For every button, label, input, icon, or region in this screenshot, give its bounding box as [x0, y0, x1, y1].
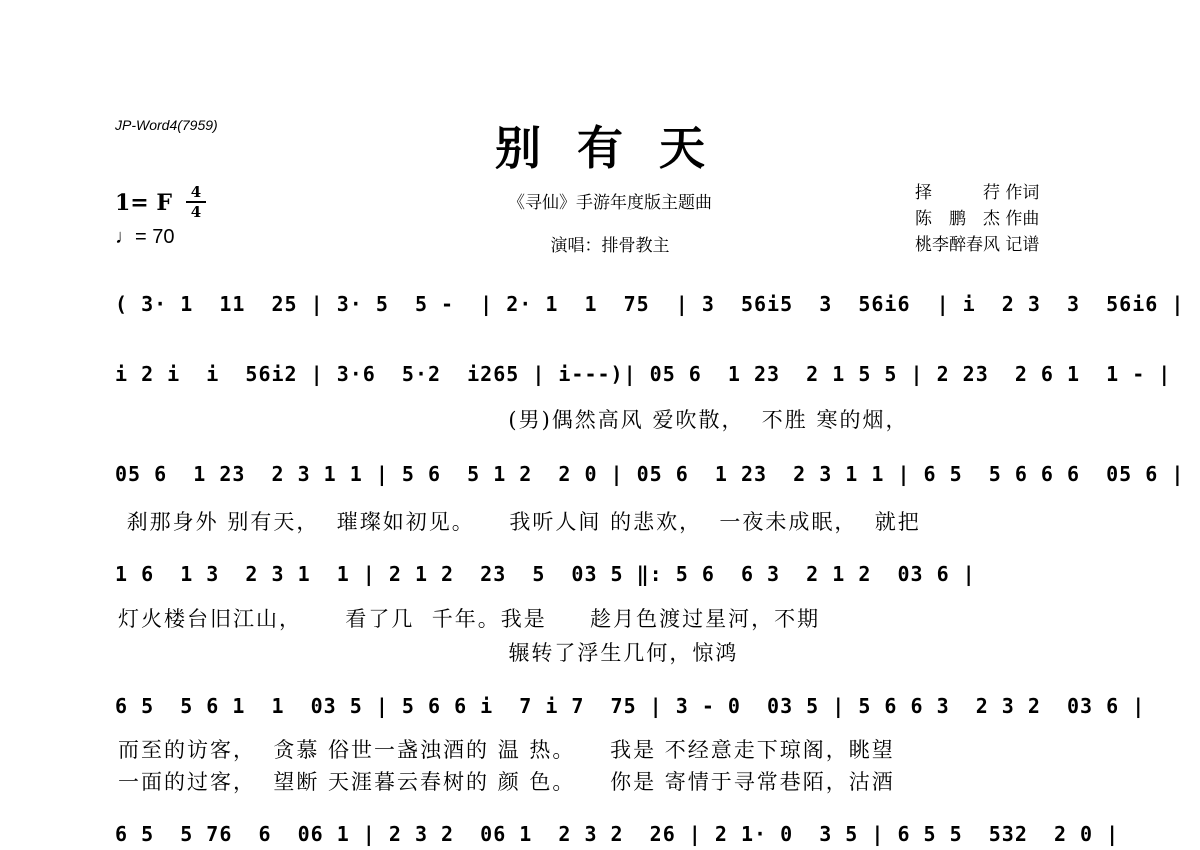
score-row-2-notes: i 2 i i 56i2 | 3·6 5·2 i265 | i---)| 05 6 1 23 2 1 5 5 | 2 23 2 6 1 1 - |: [115, 362, 1172, 386]
credit-composer: 陈 鹏 杰 作曲: [915, 209, 1040, 229]
score-row-3-lyrics: 刹那身外 别有天， 璀璨如初见。 我听人间 的悲欢， 一夜未成眠， 就把: [118, 510, 921, 534]
score-row-4-lyrics-verse-1: 灯火楼台旧江山， 看了几 千年。我是 趁月色渡过星河，不期: [118, 607, 821, 631]
score-row-5-notes: 6 5 5 6 1 1 03 5 | 5 6 6 i 7 i 7 75 | 3 - 0 03 5 | 5 6 6 3 2 3 2 03 6 |: [115, 694, 1146, 718]
source-tag: JP-Word4(7959): [115, 117, 218, 133]
score-row-5-lyrics-verse-1: 而至的访客， 贪慕 俗世一盏浊酒的 温 热。 我是 不经意走下琼阁，眺望: [118, 738, 895, 762]
credits: [915, 180, 1039, 258]
score-row-6-notes: 6 5 5 76 6 06 1 | 2 3 2 06 1 2 3 2 26 | 2 1· 0 3 5 | 6 5 5 532 2 0 |: [115, 822, 1120, 846]
score-row-4-lyrics-verse-2: 辗转了浮生几何，惊鸿: [118, 641, 739, 665]
subtitle: 《寻仙》手游年度版主题曲: [508, 193, 712, 213]
song-title: 别有天: [495, 121, 741, 175]
time-signature-top: 4: [190, 183, 202, 201]
score-row-5-lyrics-verse-2: 一面的过客， 望断 天涯暮云春树的 颜 色。 你是 寄情于寻常巷陌，沽酒: [118, 770, 895, 794]
tempo-marking: ♩= 70: [115, 226, 175, 248]
score-row-3-notes: 05 6 1 23 2 3 1 1 | 5 6 5 1 2 2 0 | 05 6 1 23 2 3 1 1 | 6 5 5 6 6 6 05 6 |: [115, 462, 1185, 486]
score-row-1-notes: ( 3· 1 11 25 | 3· 5 5 - | 2· 1 1 75 | 3 56i5 3 56i6 | i 2 3 3 56i6 |: [115, 292, 1185, 316]
score-row-4-notes: 1 6 1 3 2 3 1 1 | 2 1 2 23 5 03 5 ‖: 5 6 6 3 2 1 2 03 6 |: [115, 562, 976, 586]
time-signature: [186, 184, 206, 220]
time-signature-bottom: 4: [190, 203, 202, 221]
credit-transcriber: 桃李醉春风 记谱: [915, 235, 1040, 255]
key-signature: 1= F: [115, 190, 173, 216]
singer: 演唱：排骨教主: [550, 236, 670, 256]
credit-lyricist: 择 荇 作词: [915, 183, 1040, 203]
score-row-2-lyrics: (男)偶然高风 爱吹散， 不胜 寒的烟，: [118, 408, 909, 432]
